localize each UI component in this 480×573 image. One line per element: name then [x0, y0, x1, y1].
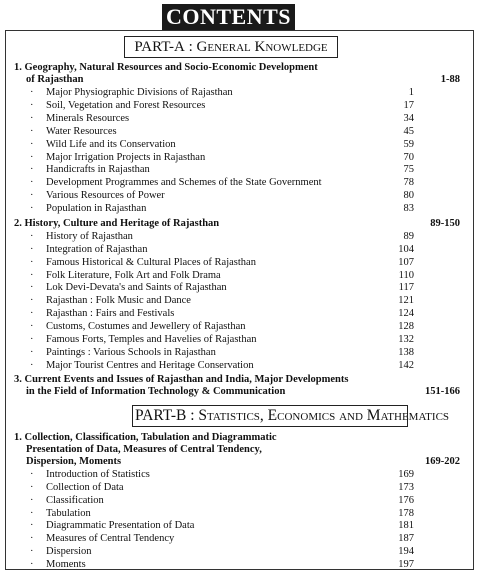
section-title-line: History, Culture and Heritage of Rajasthan	[24, 218, 220, 229]
toc-entry	[30, 360, 430, 373]
toc-entry-page: 132	[398, 333, 414, 345]
toc-entry-label: Rajasthan : Fairs and Festivals	[46, 308, 175, 320]
part-b-label: PART-B	[135, 407, 187, 424]
toc-entry	[30, 190, 430, 203]
bullet-icon: ·	[30, 269, 34, 281]
bullet-icon: ·	[30, 190, 34, 202]
bullet-icon: ·	[30, 99, 34, 111]
toc-entry	[30, 244, 430, 257]
section-number: 2.	[14, 218, 22, 229]
toc-entry	[30, 508, 430, 521]
toc-entry-page: 117	[398, 282, 414, 294]
toc-entry-page: 104	[398, 243, 414, 255]
toc-entry-label: Famous Forts, Temples and Havelies of Rajasthan	[46, 333, 257, 345]
section-title	[14, 374, 348, 386]
toc-entry	[30, 347, 430, 360]
toc-entry-page: 138	[398, 346, 414, 358]
section-number: 1.	[14, 62, 22, 73]
toc-entry	[30, 533, 430, 546]
bullet-icon: ·	[30, 494, 34, 506]
bullet-icon: ·	[30, 308, 34, 320]
bullet-icon: ·	[30, 243, 34, 255]
section-title	[14, 62, 318, 74]
toc-entry-label: Folk Literature, Folk Art and Folk Drama	[46, 269, 221, 281]
part-b-name: Statistics, Economics and Mathematics	[198, 407, 450, 424]
bullet-icon: ·	[30, 256, 34, 268]
toc-entry-label: Lok Devi-Devata's and Saints of Rajasthan	[46, 282, 227, 294]
section-title-line: in the Field of Information Technology & Communication	[26, 386, 286, 397]
toc-entry-page: 128	[398, 320, 414, 332]
toc-entry-label: Major Irrigation Projects in Rajasthan	[46, 151, 206, 163]
bullet-icon: ·	[30, 469, 34, 480]
bullet-icon: ·	[30, 151, 34, 163]
bullet-icon: ·	[30, 177, 34, 189]
toc-entry	[30, 469, 430, 482]
toc-entry-page: 194	[398, 546, 414, 558]
toc-entry-page: 1	[408, 87, 414, 98]
section-number: 3.	[14, 374, 22, 385]
toc-entry-label: Introduction of Statistics	[46, 469, 150, 480]
toc-entry-page: 142	[398, 359, 414, 371]
toc-entry	[30, 126, 430, 139]
toc-entry-label: Rajasthan : Folk Music and Dance	[46, 295, 191, 307]
toc-entry-label: Population in Rajasthan	[46, 203, 147, 215]
toc-entry	[30, 100, 430, 113]
bullet-icon: ·	[30, 520, 34, 532]
toc-entry	[30, 177, 430, 190]
section-page-range: 169-202	[425, 456, 460, 467]
page-title: CONTENTS	[162, 4, 295, 30]
section-page-range: 151-166	[425, 386, 460, 397]
toc-entry-label: Handicrafts in Rajasthan	[46, 164, 150, 176]
section-title-line: Presentation of Data, Measures of Central Tendency,	[26, 444, 262, 455]
section-title-line: Current Events and Issues of Rajasthan and India, Major Developments	[24, 374, 349, 385]
toc-entry-label: Integration of Rajasthan	[46, 243, 148, 255]
toc-entry-label: Moments	[46, 558, 86, 570]
toc-entry-page: 173	[398, 481, 414, 493]
toc-entry-label: Diagrammatic Presentation of Data	[46, 520, 195, 532]
toc-entry-label: Water Resources	[46, 125, 117, 137]
bullet-icon: ·	[30, 481, 34, 493]
toc-entry-label: Collection of Data	[46, 481, 124, 493]
toc-entry-label: Famous Historical & Cultural Places of Rajasthan	[46, 256, 256, 268]
bullet-icon: ·	[30, 125, 34, 137]
toc-entry-label: Major Physiographic Divisions of Rajasthan	[46, 87, 233, 98]
toc-entry	[30, 203, 430, 216]
toc-entry	[30, 87, 430, 100]
toc-entry	[30, 270, 430, 283]
toc-entry-label: History of Rajasthan	[46, 231, 133, 242]
toc-entry-page: 176	[398, 494, 414, 506]
bullet-icon: ·	[30, 164, 34, 176]
toc-entry-label: Measures of Central Tendency	[46, 533, 175, 545]
toc-entry-page: 169	[398, 469, 414, 480]
toc-entry-label: Various Resources of Power	[46, 190, 165, 202]
section-title	[14, 218, 219, 230]
bullet-icon: ·	[30, 359, 34, 371]
toc-entry-label: Customs, Costumes and Jewellery of Rajasthan	[46, 320, 246, 332]
toc-entry-page: 124	[398, 308, 414, 320]
section-page-range: 1-88	[440, 74, 460, 85]
toc-entry-label: Wild Life and its Conservation	[46, 138, 176, 150]
bullet-icon: ·	[30, 87, 34, 98]
toc-entry	[30, 495, 430, 508]
bullet-icon: ·	[30, 507, 34, 519]
toc-entry	[30, 334, 430, 347]
toc-entry-page: 34	[403, 112, 414, 124]
section-title-line: of Rajasthan	[26, 74, 84, 85]
toc-entry-page: 83	[403, 203, 414, 215]
toc-entry	[30, 321, 430, 334]
toc-entry	[30, 231, 430, 244]
toc-entry-page: 110	[398, 269, 414, 281]
bullet-icon: ·	[30, 112, 34, 124]
toc-entry-page: 181	[398, 520, 414, 532]
toc-entry	[30, 139, 430, 152]
toc-entry-page: 187	[398, 533, 414, 545]
bullet-icon: ·	[30, 231, 34, 242]
toc-entry	[30, 164, 430, 177]
toc-entry-page: 80	[403, 190, 414, 202]
section-title-line: Geography, Natural Resources and Socio-Economic Development	[24, 62, 318, 73]
toc-entry	[30, 482, 430, 495]
part-a-header: PART-A : General Knowledge	[124, 36, 338, 58]
section-title-line: Collection, Classification, Tabulation and Diagrammatic	[24, 432, 277, 443]
toc-entry-page: 17	[403, 99, 414, 111]
toc-entry-page: 178	[398, 507, 414, 519]
toc-entry-label: Paintings : Various Schools in Rajasthan	[46, 346, 216, 358]
toc-entry	[30, 257, 430, 270]
part-a-label: PART-A	[134, 39, 185, 55]
toc-entry-label: Dispersion	[46, 546, 92, 558]
toc-entry	[30, 113, 430, 126]
bullet-icon: ·	[30, 295, 34, 307]
toc-entry-page: 78	[403, 177, 414, 189]
toc-entry-page: 59	[403, 138, 414, 150]
section-page-range: 89-150	[430, 218, 460, 229]
toc-entry-page: 75	[403, 164, 414, 176]
bullet-icon: ·	[30, 558, 34, 570]
part-b-header: PART-B : Statistics, Economics and Mathematics	[132, 405, 408, 427]
toc-entry-page: 107	[398, 256, 414, 268]
bullet-icon: ·	[30, 203, 34, 215]
toc-entry	[30, 282, 430, 295]
toc-entry-label: Major Tourist Centres and Heritage Conservation	[46, 359, 254, 371]
toc-entry-label: Minerals Resources	[46, 112, 130, 124]
bullet-icon: ·	[30, 282, 34, 294]
toc-entry	[30, 559, 430, 572]
toc-entry-label: Soil, Vegetation and Forest Resources	[46, 99, 206, 111]
toc-entry-page: 45	[403, 125, 414, 137]
toc-entry	[30, 520, 430, 533]
toc-entry	[30, 295, 430, 308]
toc-entry	[30, 152, 430, 165]
toc-entry-label: Classification	[46, 494, 104, 506]
toc-entry	[30, 308, 430, 321]
bullet-icon: ·	[30, 138, 34, 150]
toc-entry-label: Development Programmes and Schemes of the State Government	[46, 177, 322, 189]
section-number: 1.	[14, 432, 22, 443]
toc-entry	[30, 546, 430, 559]
bullet-icon: ·	[30, 333, 34, 345]
section-title	[14, 432, 277, 444]
toc-entry-label: Tabulation	[46, 507, 91, 519]
bullet-icon: ·	[30, 533, 34, 545]
bullet-icon: ·	[30, 346, 34, 358]
toc-entry-page: 70	[403, 151, 414, 163]
bullet-icon: ·	[30, 546, 34, 558]
toc-entry-page: 89	[403, 231, 414, 242]
toc-entry-page: 197	[398, 558, 414, 570]
bullet-icon: ·	[30, 320, 34, 332]
part-a-name: General Knowledge	[196, 39, 328, 55]
section-title-line: Dispersion, Moments	[26, 456, 122, 467]
toc-entry-page: 121	[398, 295, 414, 307]
